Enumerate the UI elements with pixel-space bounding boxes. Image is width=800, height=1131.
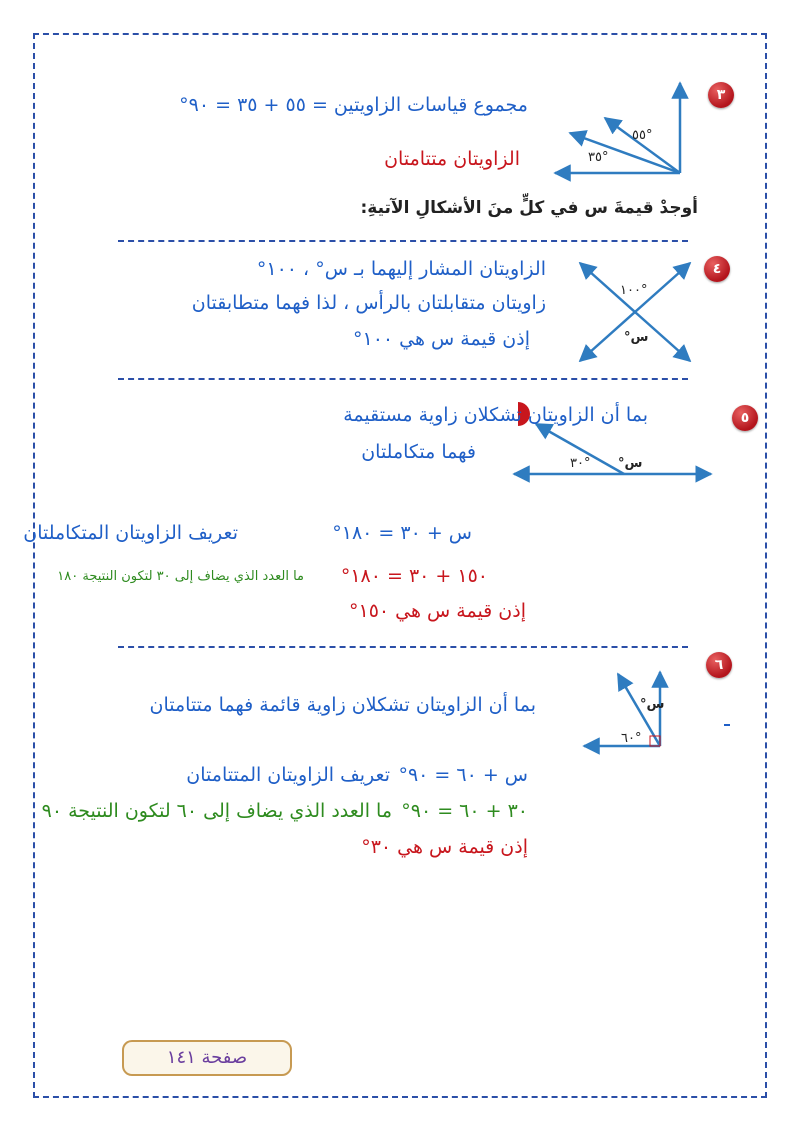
- problem-5-answer: إذن قيمة س هي ١٥٠°: [348, 600, 526, 622]
- page-number: صفحة ١٤١: [122, 1040, 292, 1076]
- problem-4-line-2: زاويتان متقابلتان بالرأس ، لذا فهما متطابقتان: [191, 292, 546, 314]
- instruction: أوجدْ قيمةَ س في كلٍّ منَ الأشكالِ الآتيةِ:: [360, 198, 698, 218]
- problem-6-badge: ٦: [706, 652, 732, 678]
- angle-label: °٥٥: [632, 128, 653, 143]
- problem-3-line-1: مجموع قياسات الزاويتين = ٥٥ + ٣٥ = ٩٠°: [179, 94, 528, 116]
- angle-label: س°: [640, 697, 665, 712]
- problem-5-equation-1: س + ٣٠ = ١٨٠°: [332, 522, 472, 544]
- problem-4-line-1: الزاويتان المشار إليهما بـ س° ، ١٠٠°: [256, 258, 546, 280]
- problem-3-badge: ٣: [708, 82, 734, 108]
- problem-4-badge: ٤: [704, 256, 730, 282]
- problem-5-equation-1-note: تعريف الزاويتان المتكاملتان: [23, 522, 238, 544]
- problem-4-line-3: إذن قيمة س هي ١٠٠°: [352, 328, 530, 350]
- divider: [118, 240, 688, 242]
- problem-3-line-2: الزاويتان متتامتان: [384, 148, 520, 170]
- problem-3-figure: [550, 78, 700, 183]
- angle-label: س°: [624, 330, 649, 345]
- angle-label: °٣٠: [570, 456, 591, 471]
- divider: [118, 646, 688, 648]
- problem-5-line-2: فهما متكاملتان: [361, 441, 476, 463]
- problem-6-line-1: بما أن الزاويتان تشكلان زاوية قائمة فهما متتامتان: [149, 694, 536, 716]
- problem-6-equation-2-note: ما العدد الذي يضاف إلى ٦٠ لتكون النتيجة ٩٠: [41, 800, 392, 822]
- problem-6-equation-1: س + ٦٠ = ٩٠°: [398, 764, 528, 786]
- problem-5-line-1: بما أن الزاويتان تشكلان زاوية مستقيمة: [343, 404, 648, 426]
- angle-label: °١٠٠: [620, 283, 648, 298]
- problem-6-equation-1-note: تعريف الزاويتان المتتامتان: [186, 764, 390, 786]
- margin-mark: [724, 724, 730, 726]
- divider: [118, 378, 688, 380]
- problem-6-equation-2: ٣٠ + ٦٠ = ٩٠°: [401, 800, 528, 822]
- angle-label: °٣٥: [588, 150, 609, 165]
- angle-label: °٦٠: [621, 731, 642, 746]
- problem-6-answer: إذن قيمة س هي ٣٠°: [361, 836, 528, 858]
- angle-label: س°: [618, 456, 643, 471]
- problem-4-figure: [570, 258, 700, 368]
- problem-5-equation-2-note: ما العدد الذي يضاف إلى ٣٠ لتكون النتيجة ١٨٠: [57, 569, 304, 584]
- problem-5-badge: ٥: [732, 405, 758, 431]
- problem-5-equation-2: ١٥٠ + ٣٠ = ١٨٠°: [340, 565, 488, 587]
